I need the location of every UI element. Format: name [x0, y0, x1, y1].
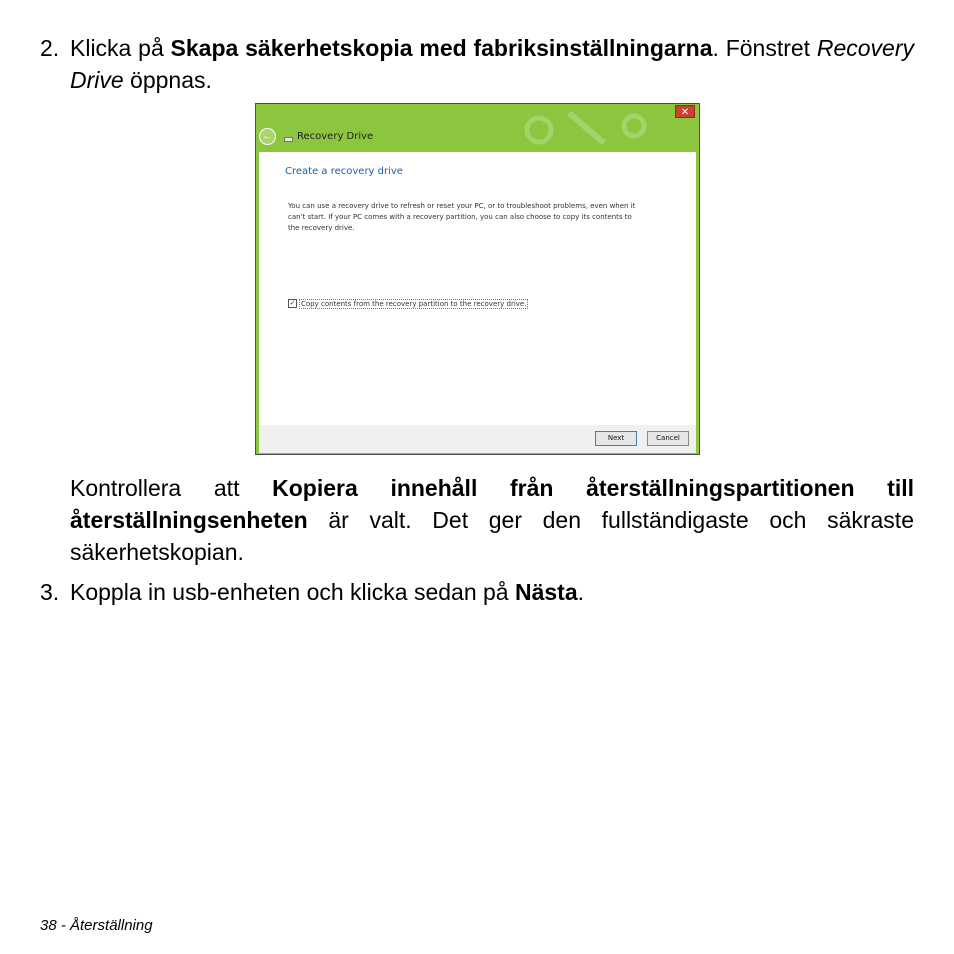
step-number: 3. — [40, 579, 60, 605]
text: . — [577, 579, 585, 605]
text: öppnas. — [123, 67, 212, 93]
copy-contents-option[interactable] — [288, 299, 528, 308]
dialog-description: You can use a recovery drive to refresh or reset your PC, or to troubleshoot problems, even when it can't start. If your PC comes with a recovery partition, you can also choose to copy its contents to the recovery drive. — [288, 202, 636, 232]
checkbox[interactable]: ✓ — [289, 299, 296, 307]
checkbox-label[interactable]: Copy contents from the recovery partition to the recovery drive. — [301, 299, 527, 308]
background-decoration — [509, 108, 659, 148]
text: . Fönstret — [712, 35, 817, 61]
bold-text: Skapa säkerhetskopia med fabriksinställningarna — [170, 35, 713, 61]
close-button[interactable]: ✕ — [675, 105, 695, 118]
next-button[interactable]: Next — [595, 431, 637, 446]
cancel-button[interactable]: Cancel — [647, 431, 689, 446]
recovery-drive-screenshot — [255, 103, 700, 455]
window-title: Recovery Drive — [297, 131, 374, 142]
step-text — [70, 32, 914, 96]
step-number: 2. — [40, 35, 60, 61]
page-footer: 38 - Återställning — [40, 917, 153, 934]
text: Koppla in usb-enheten och klicka sedan på — [70, 579, 515, 605]
text: Klicka på — [70, 35, 171, 61]
drive-icon — [284, 137, 293, 142]
step-text — [70, 576, 914, 608]
step-2 — [40, 32, 914, 96]
dialog-footer — [259, 425, 696, 453]
bold-text: Nästa — [514, 579, 578, 605]
italic-text: Recovery Drive — [70, 35, 915, 93]
window-content — [259, 152, 696, 425]
bold-text: Kopiera innehåll från återställningspartitionen till återställningsenheten — [70, 475, 914, 533]
back-arrow-icon[interactable]: ← — [259, 128, 276, 145]
dialog-heading: Create a recovery drive — [285, 166, 403, 177]
instruction-paragraph — [70, 472, 914, 568]
text: är valt. Det ger den fullständigaste och säkraste säkerhetskopian. — [70, 507, 914, 565]
step-3 — [40, 576, 914, 608]
text: Kontrollera att — [70, 475, 273, 501]
